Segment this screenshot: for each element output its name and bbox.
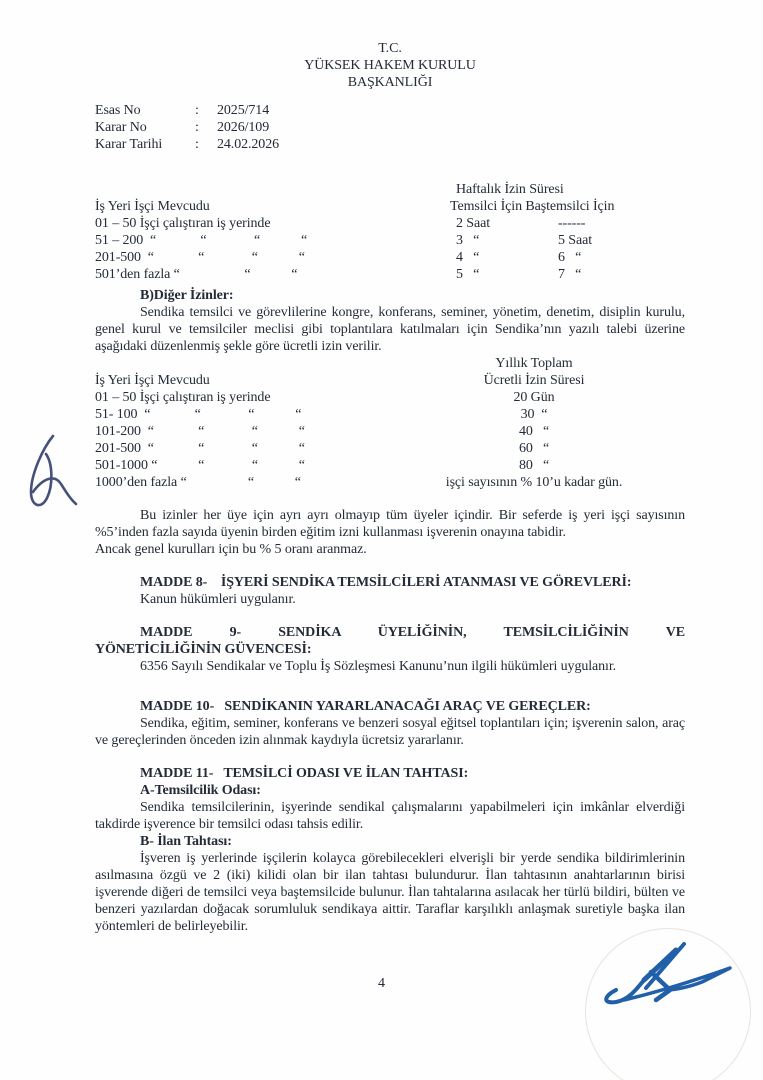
table-row	[95, 440, 685, 457]
madde-11-title: MADDE 11- TEMSİLCİ ODASI VE İLAN TAHTASI:	[140, 766, 469, 781]
table-header-row	[95, 198, 685, 215]
meta-separator: :	[195, 137, 199, 152]
madde-10-body: Sendika, eğitim, seminer, konferans ve benzeri sosyal eğitsel toplantıları için; işverenin salon, araç ve gereçlerinden önceden izin alınmak kaydıyla ücretsiz yararlanır.	[95, 716, 685, 748]
madde-8-body: Kanun hükümleri uygulanır.	[140, 592, 296, 607]
col-header-workforce: İş Yeri İşçi Mevcudu	[95, 199, 210, 214]
table-header-row	[95, 372, 685, 389]
meta-value: 2026/109	[217, 120, 270, 135]
cell-days: 30 “	[520, 407, 548, 422]
page-number: 4	[378, 976, 385, 991]
table-row	[95, 406, 685, 423]
madde-10-title: MADDE 10- SENDİKANIN YARARLANACAĞI ARAÇ VE GEREÇLER:	[140, 699, 591, 714]
meta-value: 24.02.2026	[217, 137, 280, 152]
letterhead-tc: T.C.	[378, 41, 402, 56]
col-header-representatives: Temsilci İçin Baştemsilci İçin	[450, 199, 615, 214]
cell-bastemsilci: 7 “	[558, 267, 582, 282]
cell-days: 80 “	[518, 458, 550, 473]
madde-11-b-heading: B- İlan Tahtası:	[140, 834, 232, 849]
table-row	[95, 266, 685, 283]
leave-note-paragraph: Bu izinler her üye için ayrı ayrı olmayıp tüm üyeler içindir. Bir seferde iş yeri işçi sayısının %5’inden fazla sayıda üyenin birden eğitim izni kullanması işverenin onayına tabidir.	[95, 508, 685, 540]
table-row	[95, 215, 685, 232]
meta-row-karar-tarihi	[95, 136, 685, 153]
meta-label: Karar No	[95, 120, 147, 135]
document-content	[95, 40, 685, 935]
cell-workforce: 51- 100 “ “ “ “	[95, 407, 302, 422]
cell-workforce: 51 – 200 “ “ “ “	[95, 233, 308, 248]
madde-11-a-body: Sendika temsilcilerinin, işyerinde sendikal çalışmalarını yapabilmeleri için imkânlar elverdiği takdirde işverence bir temsilci odası tahsis edilir.	[95, 800, 685, 832]
cell-temsilci: 4 “	[456, 250, 480, 265]
col-header-yearly-total: Yıllık Toplam	[495, 356, 573, 371]
cell-workforce: 1000’den fazla “ “ “	[95, 475, 301, 490]
cell-workforce: 01 – 50 İşçi çalıştıran iş yerinde	[95, 216, 271, 231]
meta-label: Karar Tarihi	[95, 137, 163, 152]
cell-bastemsilci: ------	[558, 216, 586, 231]
table-row	[95, 423, 685, 440]
cell-bastemsilci: 6 “	[558, 250, 582, 265]
cell-workforce: 501-1000 “ “ “ “	[95, 458, 305, 473]
cell-workforce: 101-200 “ “ “ “	[95, 424, 305, 439]
madde-11-b-body: İşveren iş yerlerinde işçilerin kolayca görebilecekleri elverişli bir yerde sendika bildirimlerinin asılmasına özgü ve 2 (iki) kilidi olan bir ilan tahtası bulundurur. İlan tahtasının anahtarlarının birisi işverende diğeri de temsilci veya baştemsilcide bulunur. İlan tahtalarına asılacak her türlü bildiri, bülten ve benzeri yazılardan doğacak sorumluluk sendikaya aittir. Taraflar karşılıklı anlaşmak suretiyle başka ilan yöntemleri de belirleyebilir.	[95, 851, 685, 934]
table-row	[95, 457, 685, 474]
signature-ink-icon	[596, 938, 746, 1018]
meta-row-karar-no	[95, 119, 685, 136]
letterhead	[95, 40, 685, 91]
case-meta	[95, 102, 685, 153]
leave-note-line2: Ancak genel kurulları için bu % 5 oranı aranmaz.	[95, 542, 367, 557]
madde-9-body: 6356 Sayılı Sendikalar ve Toplu İş Sözleşmesi Kanunu’nun ilgili hükümleri uygulanır.	[140, 659, 617, 674]
madde-9-title-line1: MADDE 9- SENDİKA ÜYELİĞİNİN, TEMSİLCİLİĞİNİN VE	[140, 625, 685, 640]
section-b-heading: B)Diğer İzinler:	[140, 288, 234, 303]
table-row	[95, 474, 685, 491]
meta-row-esas-no	[95, 102, 685, 119]
cell-temsilci: 2 Saat	[456, 216, 491, 231]
meta-separator: :	[195, 103, 199, 118]
section-b-paragraph: Sendika temsilci ve görevlilerine kongre, konferans, seminer, yönetim, denetim, disiplin kurulu, genel kurul ve temsilciler meclisi gibi toplantılara katılmaları için Sendika’nın yazılı talebi üzerine aşağıdaki düzenlenmiş şekle göre ücretli izin verilir.	[95, 305, 685, 354]
madde-9-title-line2: YÖNETİCİLİĞİNİN GÜVENCESİ:	[95, 642, 312, 657]
cell-days: işçi sayısının % 10’u kadar gün.	[445, 475, 623, 490]
letterhead-office: BAŞKANLIĞI	[347, 75, 433, 90]
weekly-leave-table	[95, 181, 685, 283]
cell-temsilci: 3 “	[456, 233, 480, 248]
paraph-ink-icon	[13, 430, 83, 522]
table-header-row	[95, 181, 685, 198]
cell-workforce: 201-500 “ “ “ “	[95, 441, 305, 456]
table-row	[95, 232, 685, 249]
table-row	[95, 389, 685, 406]
cell-workforce: 501’den fazla “ “ “	[95, 267, 298, 282]
meta-value: 2025/714	[217, 103, 270, 118]
madde-8-title: MADDE 8- İŞYERİ SENDİKA TEMSİLCİLERİ ATANMASI VE GÖREVLERİ:	[140, 575, 632, 590]
cell-temsilci: 5 “	[456, 267, 480, 282]
meta-label: Esas No	[95, 103, 141, 118]
col-header-paid-leave: Ücretli İzin Süresi	[483, 373, 585, 388]
meta-separator: :	[195, 120, 199, 135]
table-row	[95, 249, 685, 266]
col-header-workforce: İş Yeri İşçi Mevcudu	[95, 373, 210, 388]
table-header-row	[95, 355, 685, 372]
cell-days: 60 “	[518, 441, 550, 456]
cell-days: 20 Gün	[513, 390, 555, 405]
cell-workforce: 01 – 50 İşçi çalıştıran iş yerinde	[95, 390, 271, 405]
madde-11-a-heading: A-Temsilcilik Odası:	[140, 783, 261, 798]
yearly-leave-table	[95, 355, 685, 491]
col-header-weekly-leave: Haftalık İzin Süresi	[456, 182, 564, 197]
cell-workforce: 201-500 “ “ “ “	[95, 250, 305, 265]
cell-days: 40 “	[518, 424, 550, 439]
cell-bastemsilci: 5 Saat	[558, 233, 593, 248]
letterhead-institution: YÜKSEK HAKEM KURULU	[304, 58, 476, 73]
